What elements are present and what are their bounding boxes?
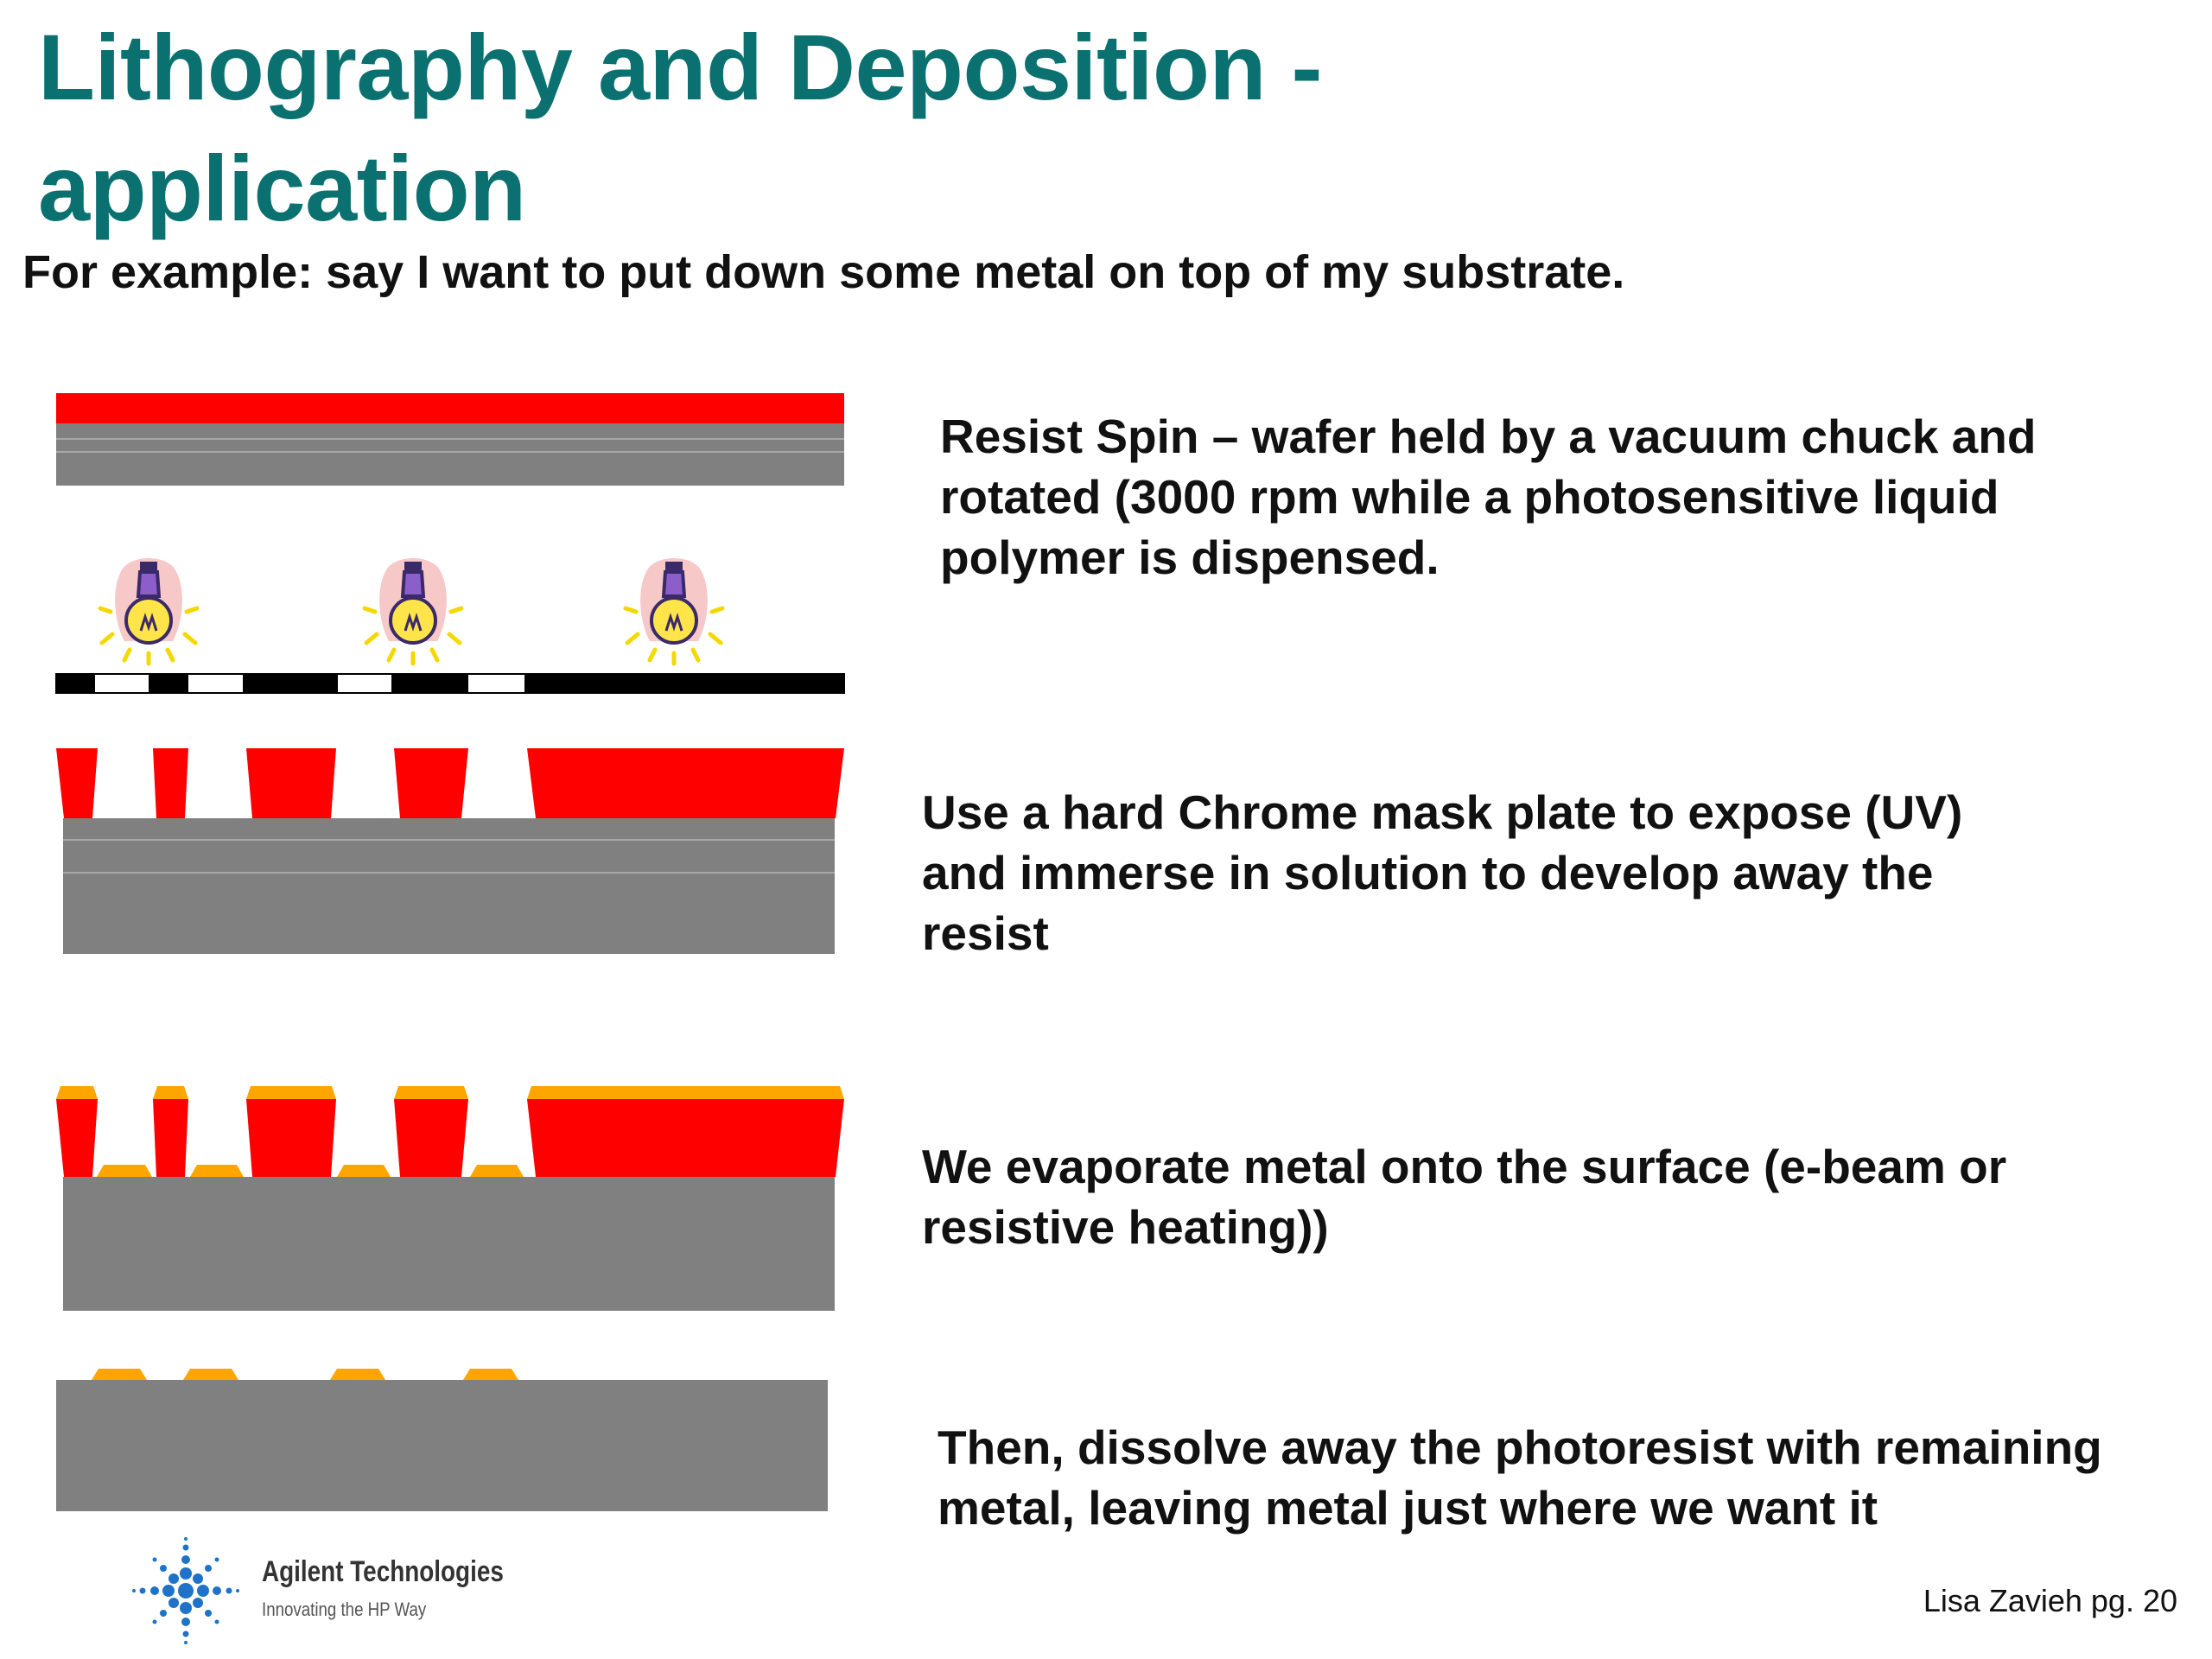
uv-lamps bbox=[100, 558, 722, 664]
agilent-spark-icon bbox=[130, 1535, 242, 1647]
resist-block bbox=[56, 1099, 98, 1177]
resist-block bbox=[153, 748, 188, 818]
step4-line2: metal, leaving metal just where we want it bbox=[938, 1481, 1878, 1535]
metal-deposit bbox=[470, 1165, 524, 1177]
metal-cap bbox=[56, 1086, 98, 1099]
step2-wafer bbox=[56, 748, 844, 954]
step1-description bbox=[940, 406, 2167, 588]
logo-name: Agilent Technologies bbox=[262, 1555, 504, 1588]
title-line-1: Lithography and Deposition - bbox=[38, 15, 1322, 119]
mask-opaque-segment bbox=[243, 674, 338, 693]
resist-block bbox=[527, 1099, 844, 1177]
metal-feature bbox=[330, 1369, 385, 1380]
step4-description bbox=[938, 1417, 2199, 1538]
metal-feature bbox=[183, 1369, 238, 1380]
mask-opaque-segment bbox=[524, 674, 844, 693]
light-bulb-icon bbox=[100, 558, 197, 664]
step4-line1: Then, dissolve away the photoresist with remaining bbox=[938, 1421, 2102, 1474]
metal-feature bbox=[463, 1369, 518, 1380]
metal-cap bbox=[246, 1086, 336, 1099]
light-bulb-icon bbox=[626, 558, 722, 664]
step4-wafer bbox=[56, 1369, 828, 1511]
chrome-mask bbox=[56, 674, 844, 693]
step2-description bbox=[922, 782, 2149, 963]
metal-deposit bbox=[190, 1165, 244, 1177]
metal-deposit bbox=[337, 1165, 391, 1177]
step2-line1: Use a hard Chrome mask plate to expose (UV) bbox=[922, 785, 1963, 839]
footer-credit: Lisa Zavieh pg. 20 bbox=[1923, 1583, 2177, 1618]
step1-line1: Resist Spin – wafer held by a vacuum chuck and bbox=[940, 410, 2037, 463]
step1-wafer bbox=[56, 393, 844, 486]
step3-line2: resistive heating)) bbox=[922, 1200, 1329, 1254]
substrate bbox=[56, 1380, 828, 1511]
resist-block bbox=[153, 1099, 188, 1177]
metal-cap bbox=[394, 1086, 468, 1099]
step3-line1: We evaporate metal onto the surface (e-beam or bbox=[922, 1140, 2007, 1193]
mask-opaque-segment bbox=[391, 674, 468, 693]
metal-cap bbox=[153, 1086, 188, 1099]
metal-cap bbox=[527, 1086, 844, 1099]
step3-wafer bbox=[56, 1086, 844, 1311]
substrate bbox=[63, 1177, 835, 1311]
resist-block bbox=[394, 1099, 468, 1177]
substrate bbox=[56, 421, 844, 486]
mask-opaque-segment bbox=[56, 674, 95, 693]
agilent-logo bbox=[130, 1535, 518, 1647]
step1-line2: rotated (3000 rpm while a photosensitive liquid bbox=[940, 470, 1999, 524]
resist-block bbox=[246, 1099, 336, 1177]
step1-line3: polymer is dispensed. bbox=[940, 531, 1440, 584]
mask-opaque-segment bbox=[149, 674, 188, 693]
substrate bbox=[63, 818, 835, 954]
logo-tagline: Innovating the HP Way bbox=[262, 1599, 427, 1620]
title-line-2: application bbox=[38, 136, 526, 240]
step2-line3: resist bbox=[922, 906, 1049, 960]
resist-block bbox=[527, 748, 844, 818]
step3-description bbox=[922, 1136, 2149, 1257]
resist-block bbox=[56, 748, 98, 818]
slide-subtitle: For example: say I want to put down some metal on top of my substrate. bbox=[22, 246, 1625, 298]
step2-line2: and immerse in solution to develop away the bbox=[922, 846, 1934, 899]
metal-deposit bbox=[97, 1165, 152, 1177]
resist-block bbox=[394, 748, 468, 818]
metal-feature bbox=[92, 1369, 147, 1380]
light-bulb-icon bbox=[365, 558, 461, 664]
process-diagram bbox=[0, 0, 864, 1659]
resist-layer bbox=[56, 393, 844, 423]
resist-block bbox=[246, 748, 336, 818]
